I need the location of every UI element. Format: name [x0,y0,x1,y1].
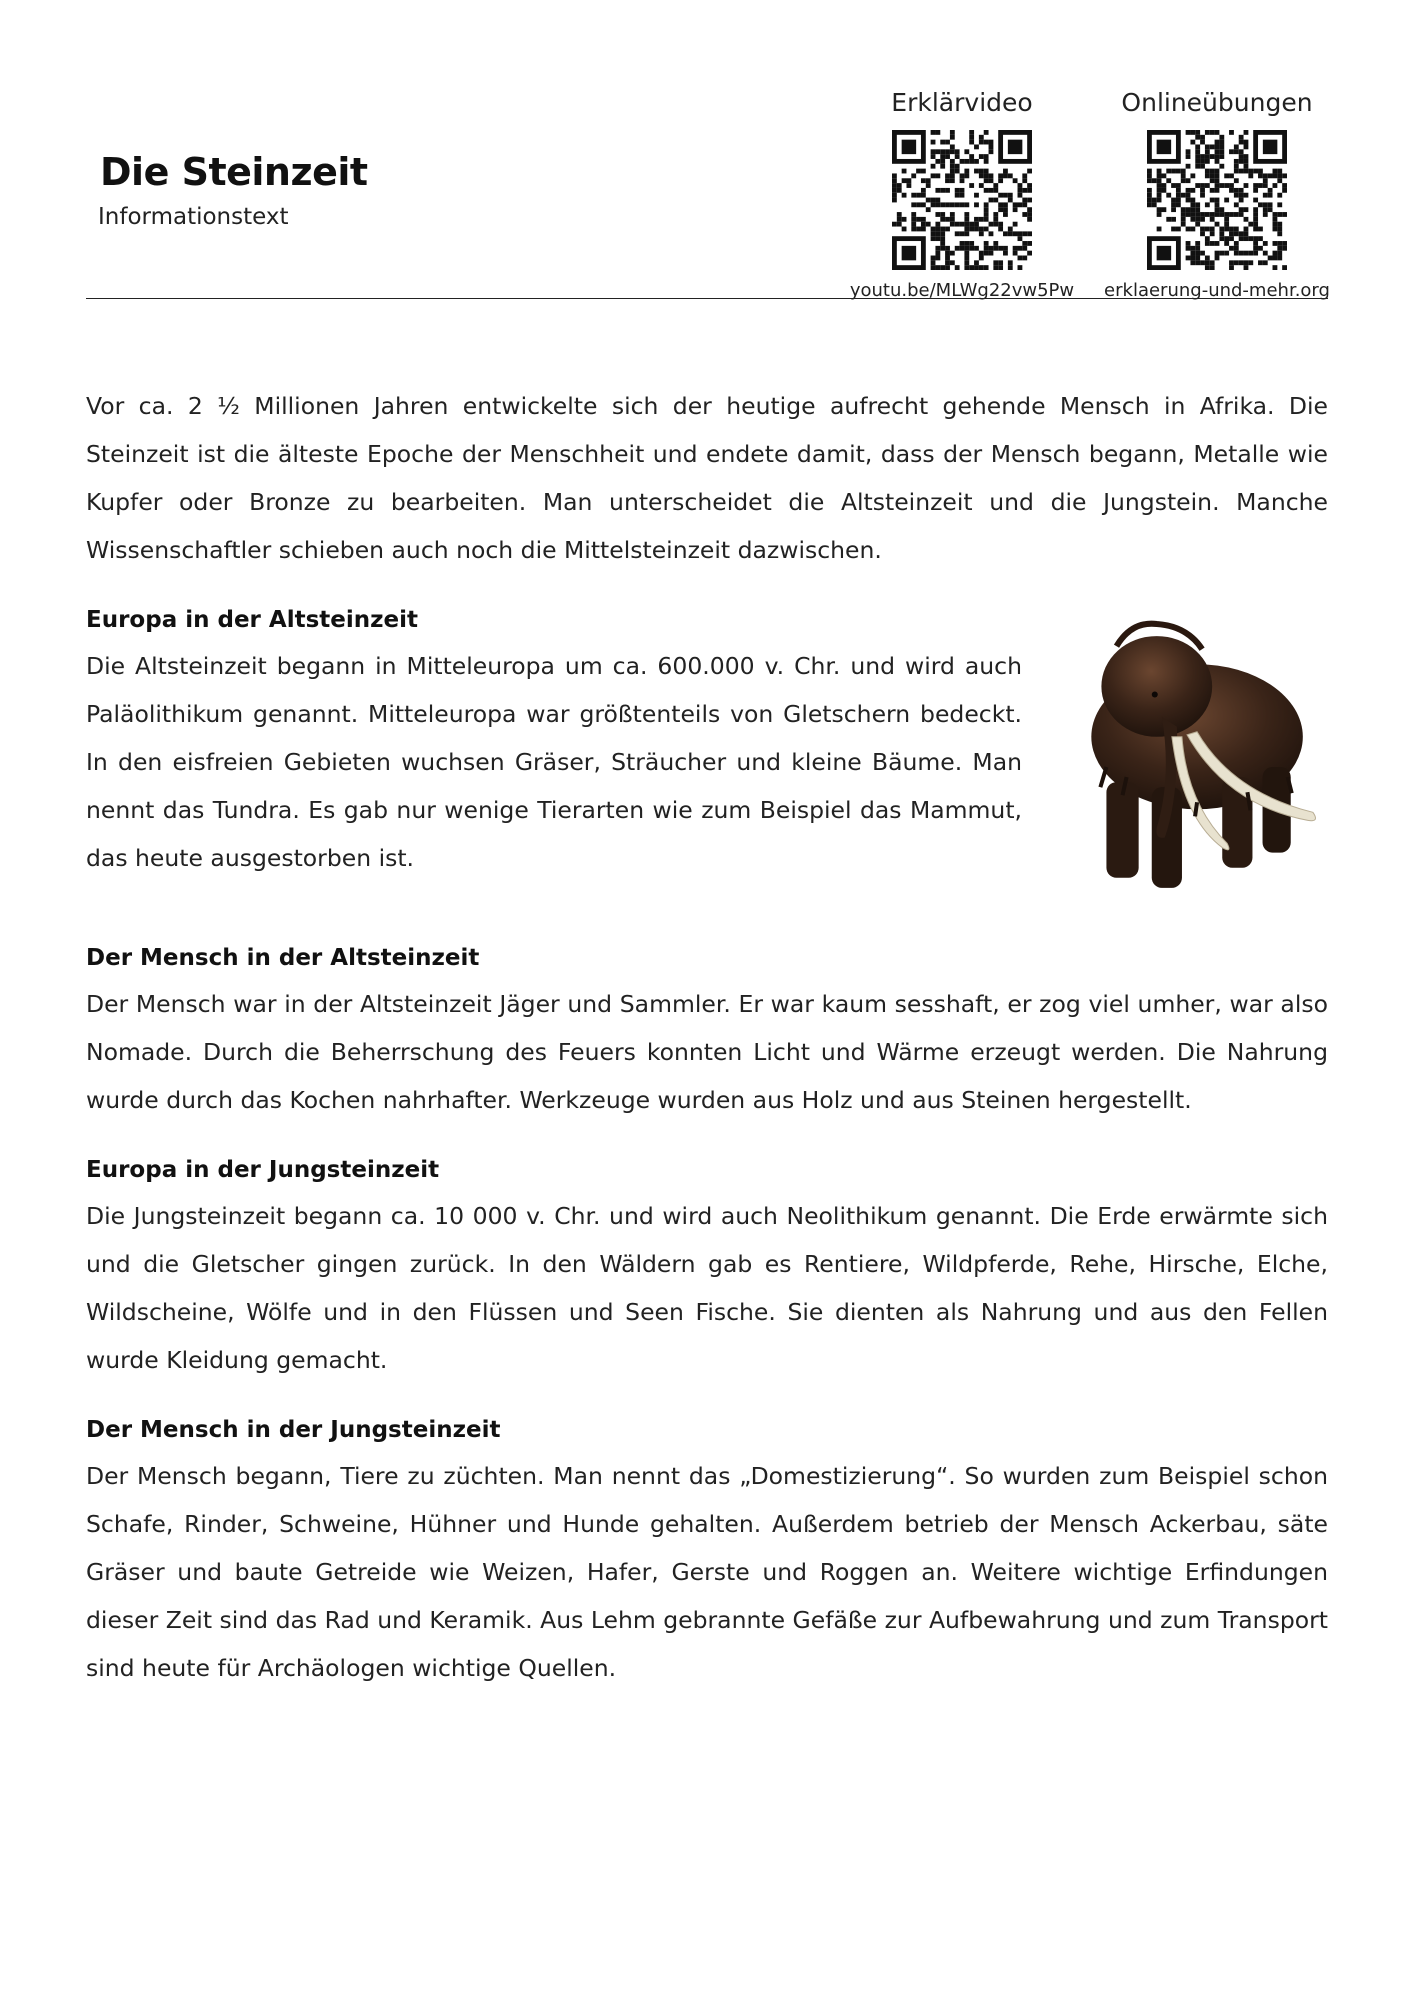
exercises-qr-code-icon[interactable] [1147,130,1287,270]
section-europa-altsteinzeit [86,642,1328,922]
video-caption: Erklärvideo [891,88,1033,117]
section-heading-europa-altsteinzeit: Europa in der Altsteinzeit [86,607,418,633]
page-header [86,0,1328,299]
page-title: Die Steinzeit [100,150,368,194]
info-text [86,382,1328,1692]
section-text-europa-jungsteinzeit: Die Jungsteinzeit begann ca. 10 000 v. Chr. und wird auch Neolithikum genannt. Die Erde erwärmte sich und die Gletscher gingen zurück. In den Wäldern gab es Rentiere, Wildpferde, Rehe, Hirsche, Elche, Wildscheine, Wölfe und in den Flüssen und Seen Fische. Sie dienten als Nahrung und aus den Fellen wurde Kleidung gemacht. [86,1202,1328,1374]
section-text-mensch-jungsteinzeit: Der Mensch begann, Tiere zu züchten. Man nennt das „Domestizierung“. So wurden zum Beispiel schon Schafe, Rinder, Schweine, Hühner und Hunde gehalten. Außerdem betrieb der Mensch Ackerbau, säte Gräser und baute Getreide wie Weizen, Hafer, Gerste und Roggen an. Weitere wichtige Erfindungen dieser Zeit sind das Rad und Keramik. Aus Lehm gebrannte Gefäße zur Aufbewahrung und zum Transport sind heute für Archäologen wichtige Quellen. [86,1462,1328,1682]
video-url-link[interactable]: youtu.be/MLWg22vw5Pw [849,280,1075,301]
section-heading-europa-jungsteinzeit: Europa in der Jungsteinzeit [86,1157,440,1183]
mammoth-image [1046,612,1328,922]
section-text-europa-altsteinzeit: Die Altsteinzeit begann in Mitteleuropa um ca. 600.000 v. Chr. und wird auch Paläolithikum genannt. Mitteleuropa war größtenteils von Gletschern bedeckt. In den eisfreien Gebieten wuchsen Gräser, Sträucher und kleine Bäume. Man nennt das Tundra. Es gab nur wenige Tierarten wie zum Beispiel das Mammut, das heute ausgestorben ist. [86,652,1022,872]
video-qr-code-icon[interactable] [892,130,1032,270]
section-heading-mensch-altsteinzeit: Der Mensch in der Altsteinzeit [86,945,480,971]
exercises-qr-block[interactable] [1092,86,1342,301]
section-heading-mensch-jungsteinzeit: Der Mensch in der Jungsteinzeit [86,1417,501,1443]
section-text-mensch-altsteinzeit: Der Mensch war in der Altsteinzeit Jäger und Sammler. Er war kaum sesshaft, er zog viel umher, war also Nomade. Durch die Beherrschung des Feuers konnten Licht und Wärme erzeugt werden. Die Nahrung wurde durch das Kochen nahrhafter. Werkzeuge wurden aus Holz und aus Steinen hergestellt. [86,990,1328,1114]
exercises-caption: Onlineübungen [1121,88,1313,117]
intro-paragraph: Vor ca. 2 ½ Millionen Jahren entwickelte sich der heutige aufrecht gehende Mensch in Afrika. Die Steinzeit ist die älteste Epoche der Menschheit und endete damit, dass der Mensch begann, Metalle wie Kupfer oder Bronze zu bearbeiten. Man unterscheidet die Altsteinzeit und die Jungstein. Manche Wissenschaftler schieben auch noch die Mittelsteinzeit dazwischen. [86,392,1328,564]
exercises-url-link[interactable]: erklaerung-und-mehr.org [1104,280,1330,301]
page-subtitle: Informationstext [98,204,289,230]
video-qr-block[interactable] [842,86,1082,301]
